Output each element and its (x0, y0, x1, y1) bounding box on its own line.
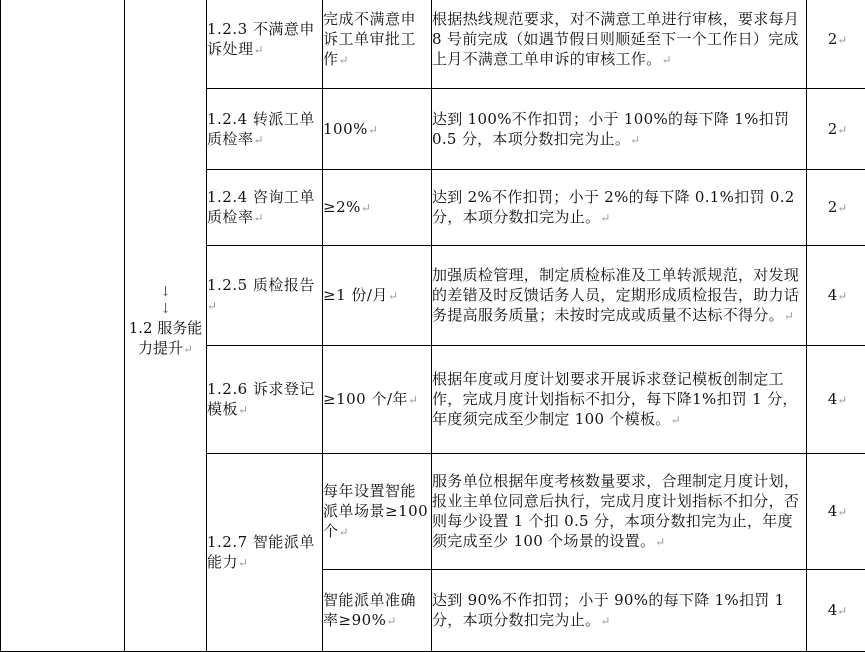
description-cell (432, 570, 807, 652)
description-text: 根据年度或月度计划要求开展诉求登记模板创制定工作，完成月度计划指标不扣分，每下降1%扣罚 1 分，年度须完成至少制定 100 个模板。 (432, 370, 798, 428)
score-cell (807, 0, 865, 89)
paragraph-mark-icon: ↵ (386, 614, 397, 628)
score-value: 4 (828, 601, 838, 619)
description-text: 达到 90%不作扣罚；小于 90%的每下降 1%扣罚 1 分，本项分数扣完为止。 (432, 591, 785, 629)
target-text: 完成不满意申诉工单审批工作 (323, 10, 416, 68)
paragraph-mark-icon: ↵ (837, 604, 847, 618)
section-cell (1, 0, 125, 652)
item-cell (207, 346, 323, 454)
paragraph-mark-icon: ↵ (183, 342, 193, 356)
paragraph-mark-icon: ↵ (254, 211, 265, 225)
target-cell (323, 570, 432, 652)
score-cell (807, 454, 865, 570)
description-text: 根据热线规范要求，对不满意工单进行审核，要求每月 8 号前完成（如遇节假日则顺延至下一个工作日）完成上月不满意工单申诉的审核工作。 (432, 10, 799, 68)
score-value: 4 (828, 502, 838, 520)
score-cell (807, 170, 865, 246)
target-text: ≥1 份/月 (323, 286, 388, 304)
description-text: 达到 2%不作扣罚；小于 2%的每下降 0.1%扣罚 0.2 分，本项分数扣完为止。 (432, 188, 795, 226)
score-value: 4 (828, 286, 838, 304)
score-value: 2 (828, 198, 838, 216)
target-cell (323, 246, 432, 346)
target-cell (323, 454, 432, 570)
paragraph-mark-icon: ↵ (837, 201, 847, 215)
target-text: ≥2% (323, 198, 361, 216)
down-arrow-icon: ↓ (125, 284, 206, 301)
paragraph-mark-icon: ↵ (361, 201, 372, 215)
score-cell (807, 246, 865, 346)
paragraph-mark-icon: ↵ (339, 53, 350, 67)
paragraph-mark-icon: ↵ (207, 299, 218, 313)
paragraph-mark-icon: ↵ (662, 53, 672, 67)
item-label: 1.2.3 不满意申诉处理 (207, 20, 315, 58)
target-cell (323, 89, 432, 170)
paragraph-mark-icon: ↵ (837, 33, 847, 47)
description-text: 达到 100%不作扣罚；小于 100%的每下降 1%扣罚 0.5 分，本项分数扣完为止。 (432, 110, 789, 148)
target-text: 100% (323, 120, 368, 138)
target-text: 智能派单准确率≥90% (323, 591, 416, 629)
description-text: 加强质检管理，制定质检标准及工单转派规范，对发现的差错及时反馈话务人员，定期形成质检报告，助力话务提高服务质量；未按时完成或质量不达标不得分。 (432, 266, 799, 324)
table-row (1, 0, 865, 89)
target-text: ≥100 个/年 (323, 390, 408, 408)
paragraph-mark-icon: ↵ (238, 556, 249, 570)
description-cell (432, 454, 807, 570)
category-label: 1.2 服务能力提升 (129, 319, 203, 357)
description-cell (432, 346, 807, 454)
item-cell (207, 170, 323, 246)
paragraph-mark-icon: ↵ (655, 535, 665, 549)
down-arrow-icon: ↓ (125, 301, 206, 318)
paragraph-mark-icon: ↵ (600, 614, 610, 628)
score-value: 2 (828, 120, 838, 138)
item-label: 1.2.4 转派工单质检率 (207, 110, 315, 148)
paragraph-mark-icon: ↵ (339, 525, 350, 539)
item-label: 1.2.5 质检报告 (207, 276, 315, 294)
item-cell (207, 89, 323, 170)
paragraph-mark-icon: ↵ (837, 393, 847, 407)
paragraph-mark-icon: ↵ (388, 289, 399, 303)
category-cell (125, 0, 207, 652)
paragraph-mark-icon: ↵ (837, 289, 847, 303)
paragraph-mark-icon: ↵ (600, 211, 610, 225)
paragraph-mark-icon: ↵ (784, 309, 794, 323)
score-cell (807, 570, 865, 652)
item-label: 1.2.4 咨询工单质检率 (207, 188, 315, 226)
paragraph-mark-icon: ↵ (254, 133, 265, 147)
paragraph-mark-icon: ↵ (837, 505, 847, 519)
item-label: 1.2.6 诉求登记模板 (207, 380, 315, 418)
description-cell (432, 246, 807, 346)
score-value: 4 (828, 390, 838, 408)
paragraph-mark-icon: ↵ (368, 123, 379, 137)
paragraph-mark-icon: ↵ (408, 393, 419, 407)
paragraph-mark-icon: ↵ (254, 43, 265, 57)
target-cell (323, 170, 432, 246)
item-cell (207, 454, 323, 652)
paragraph-mark-icon: ↵ (630, 133, 640, 147)
score-cell (807, 346, 865, 454)
target-text: 每年设置智能派单场景≥100 个 (323, 482, 428, 540)
score-cell (807, 89, 865, 170)
target-cell (323, 0, 432, 89)
description-cell (432, 89, 807, 170)
paragraph-mark-icon: ↵ (837, 123, 847, 137)
item-cell (207, 0, 323, 89)
target-cell (323, 346, 432, 454)
description-text: 服务单位根据年度考核数量要求，合理制定月度计划，报业主单位同意后执行，完成月度计划指标不扣分，否则每少设置 1 个扣 0.5 分，本项分数扣完为止，年度须完成至少 100 个场景的设置。 (432, 472, 799, 550)
paragraph-mark-icon: ↵ (671, 413, 681, 427)
score-value: 2 (828, 30, 838, 48)
item-label: 1.2.7 智能派单能力 (207, 533, 315, 571)
item-cell (207, 246, 323, 346)
description-cell (432, 0, 807, 89)
paragraph-mark-icon: ↵ (238, 403, 249, 417)
description-cell (432, 170, 807, 246)
